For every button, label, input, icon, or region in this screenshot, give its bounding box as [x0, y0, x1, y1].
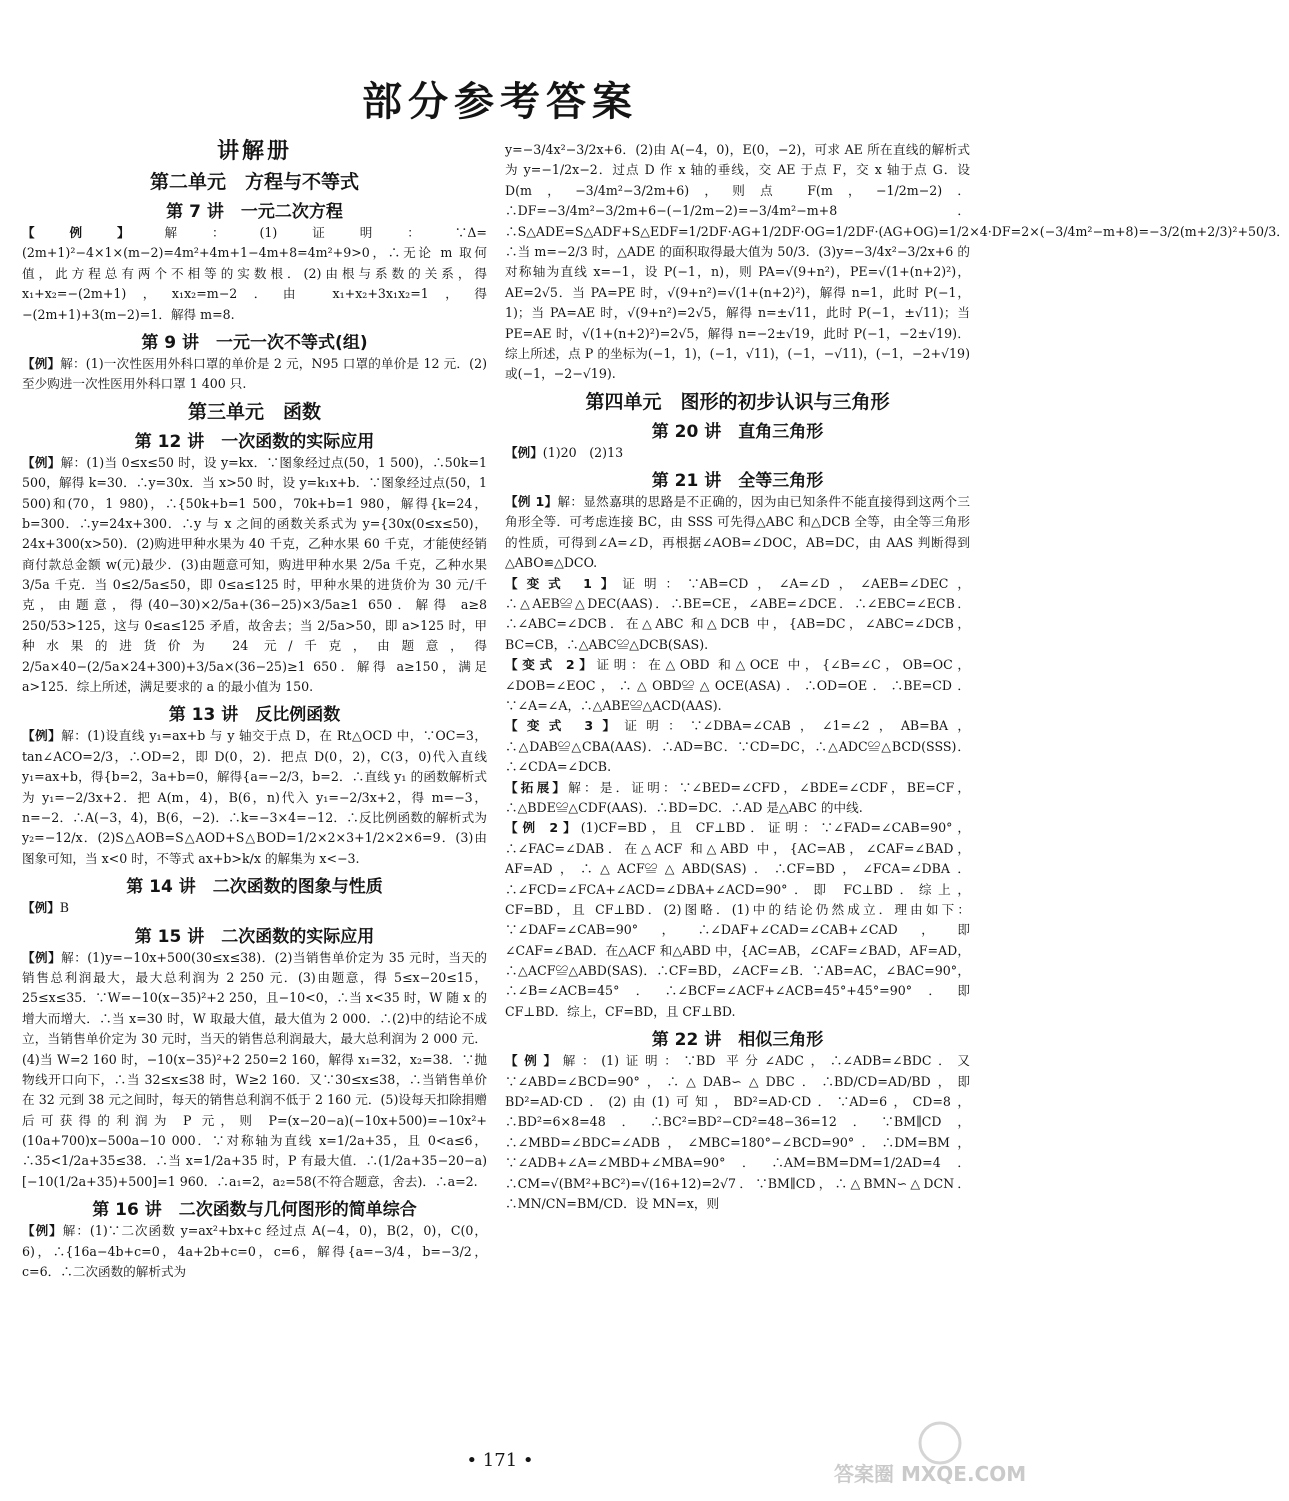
answer-text: 解：(1)设直线 y₁=ax+b 与 y 轴交于点 D，在 Rt△OCD 中，∵OC=3，tan∠ACO=2/3，∴OD=2，即 D(0，2)．把点 D(0，2)，C(3，0)代入直线 y₁=ax+b，得{b=2，3a+b=0，解得{a=−2/3，b=2．∴直线 y₁ 的函数解析式为 y₁=−2/3x+2．把 A(m，4)，B(6，n)代入 y₁=−2/3x+2，得 m=−3，n=−2．∴A(−3，4)，B(6，−2)．∴k=−3×4=−12．∴反比例函数的解析式为 y₂=−12/x．(2)S△AOB=S△AOD+S△BOD=1/2×2×3+1/2×2×6=9．(3)由图象可知，当 x<0 时，不等式 ax+b>k/x 的解集为 x<−3.	[22, 728, 487, 866]
answer-text: (1)CF=BD，且 CF⊥BD．证明：∵∠FAD=∠CAB=90°，∴∠FAC=∠DAB．在△ACF 和△ABD 中，{AC=AB，∠CAF=∠BAD，AF=AD，∴△ACF≌△ABD(SAS)．∴CF=BD，∠FCA=∠DBA．∴∠FCD=∠FCA+∠ACD=∠DBA+∠ACD=90°．即 FC⊥BD．综上，CF=BD，且 CF⊥BD．(2)图略．(1)中的结论仍然成立．理由如下：∵∠DAF=∠CAB=90°，∴∠DAF+∠CAD=∠CAB+∠CAD，即∠CAF=∠BAD．在△ACF 和△ABD 中，{AC=AB，∠CAF=∠BAD，AF=AD，∴△ACF≌△ABD(SAS)．∴CF=BD，∠ACF=∠B．∵AB=AC，∠BAC=90°，∴∠B=∠ACB=45°．∴∠BCF=∠ACF+∠ACB=45°+45°=90°．即 CF⊥BD．综上，CF=BD，且 CF⊥BD.	[505, 820, 970, 1019]
lecture-heading: 第 22 讲 相似三角形	[651, 1030, 824, 1051]
lecture-heading: 第 7 讲 一元二次方程	[166, 202, 343, 222]
extension-tag: 【拓展】	[505, 779, 569, 795]
example-tag: 【例】	[22, 900, 60, 916]
answer-paragraph	[505, 443, 970, 463]
answer-text: B	[59, 900, 70, 916]
answer-paragraph	[22, 354, 487, 395]
example-tag: 【例】	[505, 1053, 563, 1069]
lecture-heading: 第 13 讲 反比例函数	[168, 705, 341, 726]
example-tag: 【例 1】	[505, 494, 558, 510]
answer-text: 解：(1)证明：∵Δ=(2m+1)²−4×1×(m−2)=4m²+4m+1−4m+8=4m²+9>0，∴无论 m 取何值，此方程总有两个不相等的实数根．(2)由根与系数的关系，得 x₁+x₂=−(2m+1)，x₁x₂=m−2．由 x₁+x₂+3x₁x₂=1，得−(2m+1)+3(m−2)=1．解得 m=8.	[22, 225, 487, 322]
lecture-heading: 第 12 讲 一次函数的实际应用	[134, 431, 375, 452]
book-section-title: 讲解册	[216, 139, 292, 164]
answer-paragraph	[505, 655, 970, 716]
example-tag: 【例】	[22, 225, 165, 240]
answer-paragraph	[505, 492, 970, 574]
answer-paragraph	[505, 574, 970, 656]
example-tag: 【例 2】	[505, 820, 581, 836]
variant-tag: 【变式 3】	[505, 718, 625, 734]
answer-text: 解：(1)y=−10x+500(30≤x≤38)．(2)当销售单价定为 35 元时，当天的销售总利润最大，最大总利润为 2 250 元．(3)由题意，得 5≤x−20≤15，25≤x≤35．∵W=−10(x−35)²+2 250，且−10<0，∴当 x<35 时，W 随 x 的增大而增大．∴当 x=30 时，W 取最大值，最大值为 2 000．∴(2)中的结论不成立，当销售单价定为 30 元时，当天的销售总利润最大，最大总利润为 2 000 元．(4)当 W=2 160 时，−10(x−35)²+2 250=2 160，解得 x₁=32，x₂=38．∵抛物线开口向下，∴当 32≤x≤38 时，W≥2 160．又∵30≤x≤38，∴当销售单价在 32 元到 38 元之间时，每天的销售总利润不低于 2 160 元．(5)设每天扣除捐赠后可获得的利润为 P 元，则 P=(x−20−a)(−10x+500)=−10x²+(10a+700)x−500a−10 000．∵对称轴为直线 x=1/2a+35，且 0<a≤6，∴35<1/2a+35≤38．∴当 x=1/2a+35 时，P 有最大值．∴(1/2a+35−20−a)[−10(1/2a+35)+500]=1 960．∴a₁=2，a₂=58(不符合题意，舍去)．∴a=2.	[22, 949, 488, 1189]
answer-text: 证明：∵AB=CD，∠A=∠D，∠AEB=∠DEC，∴△AEB≌△DEC(AAS)．∴BE=CE，∠ABE=∠DCE．∴∠EBC=∠ECB．∴∠ABC=∠DCB．在△ABC 和△DCB 中，{AB=DC，∠ABC=∠DCB，BC=CB，∴△ABC≌△DCB(SAS).	[505, 575, 971, 652]
variant-tag: 【变式 1】	[505, 575, 623, 591]
unit-heading: 第四单元 图形的初步认识与三角形	[585, 390, 890, 413]
answer-text: 证明：在△OBD 和△OCE 中，{∠B=∠C，OB=OC，∠DOB=∠EOC，∴△OBD≌△OCE(ASA)．∴OD=OE．∴BE=CD．∵∠A=∠A，∴△ABE≌△ACD(AAS).	[505, 657, 971, 713]
answer-text: 解：显然嘉琪的思路是不正确的，因为由已知条件不能直接得到这两个三角形全等．可考虑连接 BC，由 SSS 可先得△ABC 和△DCB 全等，由全等三角形的性质，可得到∠A=∠D，再根据∠AOB=∠DOC，AB=DC，由 AAS 判断得到△ABO≌△DCO.	[505, 494, 970, 571]
watermark-text: 答案圈 MXQE.COM	[834, 1462, 1027, 1486]
unit-heading: 第三单元 函数	[187, 400, 321, 423]
lecture-heading: 第 14 讲 二次函数的图象与性质	[126, 877, 383, 898]
right-column	[505, 140, 1289, 1440]
page-number: • 171 •	[466, 1450, 534, 1471]
answer-paragraph	[505, 1051, 970, 1214]
answer-paragraph	[505, 818, 970, 1022]
answer-paragraph	[505, 778, 970, 819]
lecture-heading: 第 21 讲 全等三角形	[651, 471, 824, 492]
example-tag: 【例】	[22, 355, 61, 371]
answer-paragraph	[22, 726, 487, 869]
watermark-logo	[830, 1415, 1027, 1490]
unit-heading: 第二单元 方程与不等式	[149, 171, 359, 193]
answer-paragraph	[505, 716, 970, 777]
left-column	[22, 130, 487, 1430]
example-tag: 【例】	[22, 454, 61, 470]
lecture-heading: 第 20 讲 直角三角形	[651, 421, 824, 442]
answer-paragraph	[22, 898, 487, 918]
answer-paragraph	[22, 453, 487, 698]
page-title: 部分参考答案	[362, 79, 638, 125]
lecture-heading: 第 9 讲 一元一次不等式(组)	[141, 332, 368, 353]
answer-paragraph	[22, 948, 487, 1193]
answer-continuation: y=−3/4x²−3/2x+6．(2)由 A(−4，0)，E(0，−2)，可求 AE 所在直线的解析式为 y=−1/2x−2．过点 D 作 x 轴的垂线，交 AE 于点 F，交 x 轴于点 G．设 D(m，−3/4m²−3/2m+6)，则点 F(m，−1/2m−2)．∴DF=−3/4m²−3/2m+6−(−1/2m−2)=−3/4m²−m+8．∴S△ADE=S△ADF+S△EDF=1/2DF·AG+1/2DF·OG=1/2DF·(AG+OG)=1/2×4·DF=2×(−3/4m²−m+8)=−3/2(m+2/3)²+50/3．∴当 m=−2/3 时，△ADE 的面积取得最大值为 50/3．(3)y=−3/4x²−3/2x+6 的对称轴为直线 x=−1，设 P(−1，n)，则 PA=√(9+n²)，PE=√(1+(n+2)²)，AE=2√5．当 PA=PE 时，√(9+n²)=√(1+(n+2)²)，解得 n=1，此时 P(−1，1)；当 PA=AE 时，√(9+n²)=2√5，解得 n=±√11，此时 P(−1，±√11)；当 PE=AE 时，√(1+(n+2)²)=2√5，解得 n=−2±√19，此时 P(−1，−2±√19)．综上所述，点 P 的坐标为(−1，1)，(−1，√11)，(−1，−√11)，(−1，−2+√19)或(−1，−2−√19).	[505, 142, 1289, 382]
example-tag: 【例】	[22, 1223, 63, 1239]
variant-tag: 【变式 2】	[505, 657, 597, 673]
example-tag: 【例】	[505, 444, 543, 460]
answer-paragraph	[22, 1221, 487, 1282]
answer-paragraph	[22, 223, 487, 325]
answer-text: 解：(1)当 0≤x≤50 时，设 y=kx．∵图象经过点(50，1 500)，∴50k=1 500，解得 k=30．∴y=30x．当 x>50 时，设 y=k₁x+b．∵图象经过点(50，1 500)和(70，1 980)，∴{50k+b=1 500，70k+b=1 980，解得{k=24，b=300．∴y=24x+300．∴y 与 x 之间的函数关系式为 y={30x(0≤x≤50)，24x+300(x>50)．(2)购进甲种水果为 40 千克，乙种水果 60 千克，才能使经销商付款总金额 w(元)最少．(3)由题意可知，购进甲种水果 2/5a 千克，乙种水果 3/5a 千克．当 0≤2/5a≤50，即 0≤a≤125 时，甲种水果的进货价为 30 元/千克，由题意，得(40−30)×2/5a+(36−25)×3/5a≥1 650．解得 a≥8 250/53>125，这与 0≤a≤125 矛盾，故舍去；当 2/5a>50，即 a>125 时，甲种水果的进货价为 24 元/千克，由题意，得 2/5a×40−(2/5a×24+300)+3/5a×(36−25)≥1 650．解得 a≥150，满足 a>125．综上所述，满足要求的 a 的最小值为 150.	[22, 454, 488, 695]
answer-text: 证明：∵∠DBA=∠CAB，∠1=∠2，AB=BA，∴△DAB≌△CBA(AAS)．∴AD=BC．∵CD=DC，∴△ADC≌△BCD(SSS)．∴∠CDA=∠DCB.	[505, 718, 970, 775]
answer-text: 解：是．证明：∵∠BED=∠CFD，∠BDE=∠CDF，BE=CF，∴△BDE≌△CDF(AAS)．∴BD=DC．∴AD 是△ABC 的中线.	[505, 779, 970, 815]
answer-text: (1)20 (2)13	[542, 444, 624, 460]
example-tag: 【例】	[22, 728, 62, 744]
answer-text: 解：(1)证明：∵BD 平分∠ADC，∴∠ADB=∠BDC．又∵∠ABD=∠BCD=90°，∴△DAB∽△DBC．∴BD/CD=AD/BD，即 BD²=AD·CD．(2)由(1)可知，BD²=AD·CD．∵AD=6，CD=8，∴BD²=6×8=48．∴BC²=BD²−CD²=48−36=12．∵BM∥CD，∴∠MBD=∠BDC=∠ADB，∠MBC=180°−∠BCD=90°．∴DM=BM，∵∠ADB+∠A=∠MBD+∠MBA=90°．∴AM=BM=DM=1/2AD=4．∴CM=√(BM²+BC²)=√(16+12)=2√7．∵BM∥CD，∴△BMN∽△DCN．∴MN/CN=BM/CD．设 MN=x，则	[505, 1053, 971, 1211]
lecture-heading: 第 15 讲 二次函数的实际应用	[134, 926, 375, 947]
answer-text: 解：(1)一次性医用外科口罩的单价是 2 元，N95 口罩的单价是 12 元．(2)至少购进一次性医用外科口罩 1 400 只.	[22, 355, 488, 392]
answer-text: 解：(1)∵二次函数 y=ax²+bx+c 经过点 A(−4，0)，B(2，0)，C(0，6)，∴{16a−4b+c=0，4a+2b+c=0，c=6，解得{a=−3/4，b=−3/2，c=6．∴二次函数的解析式为	[22, 1223, 488, 1280]
example-tag: 【例】	[22, 949, 62, 965]
lecture-heading: 第 16 讲 二次函数与几何图形的简单综合	[92, 1200, 417, 1221]
